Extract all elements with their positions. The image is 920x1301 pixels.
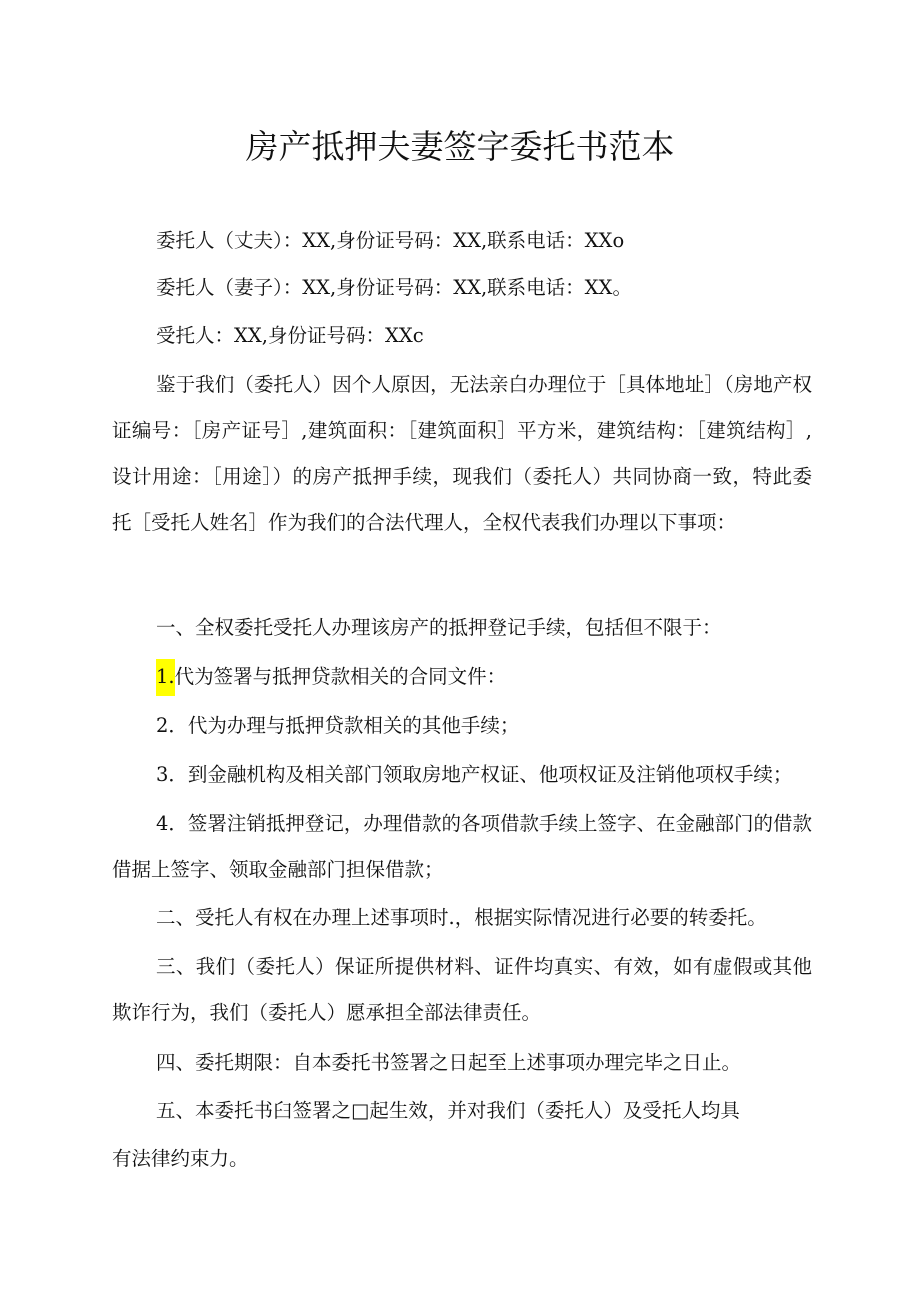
- document-title: 房产抵押夫妻签字委托书范本: [245, 127, 675, 166]
- clause-2: 二、受托人有权在办理上述事项时.，根据实际情况进行必要的转委托。: [156, 906, 767, 929]
- item-2: 2．代为办理与抵押贷款相关的其他手续；: [156, 714, 520, 737]
- item-4: 4．签署注销抵押登记，办理借款的各项借款手续上签字、在金融部门的借款借据上签字、领取金融部门担保借款；: [112, 812, 812, 881]
- item-3: 3．到金融机构及相关部门领取房地产权证、他项权证及注销他项权手续；: [156, 763, 793, 786]
- clause-4: 四、委托期限：自本委托书签署之日起至上述事项办理完毕之日止。: [156, 1051, 742, 1074]
- clause-5-line-2: 有法律约束力。: [112, 1147, 249, 1170]
- agent-line: 受托人：XX,身份证号码：XXc: [156, 324, 424, 347]
- principal-wife-line: 委托人（妻子）：XX,身份证号码：XX,联系电话：XX。: [156, 276, 632, 299]
- item-1: [112, 654, 812, 700]
- highlighted-item-number: 1.: [156, 659, 175, 696]
- preamble-paragraph: 鉴于我们（委托人）因个人原因，无法亲白办理位于［具体地址］（房地产权证编号：［房产证号］,建筑面积：［建筑面积］平方米，建筑结构：［建筑结构］,设计用途：［用途］）的房产抵押手续，现我们（委托人）共同协商一致，特此委托［受托人姓名］作为我们的合法代理人，全权代表我们办理以下事项：: [112, 373, 812, 534]
- clause-5-line-1: 五、本委托书臼签署之□起生效，并对我们（委托人）及受托人均具: [156, 1099, 740, 1122]
- item-1-text: 代为签署与抵押贷款相关的合同文件：: [174, 665, 507, 688]
- principal-husband-line: 委托人（丈夫）：XX,身份证号码：XX,联系电话：XXo: [156, 229, 625, 252]
- clause-1: 一、全权委托受托人办理该房产的抵押登记手续，包括但不限于：: [156, 616, 722, 639]
- clause-3: 三、我们（委托人）保证所提供材料、证件均真实、有效，如有虚假或其他欺诈行为，我们（委托人）愿承担全部法律责任。: [112, 955, 812, 1024]
